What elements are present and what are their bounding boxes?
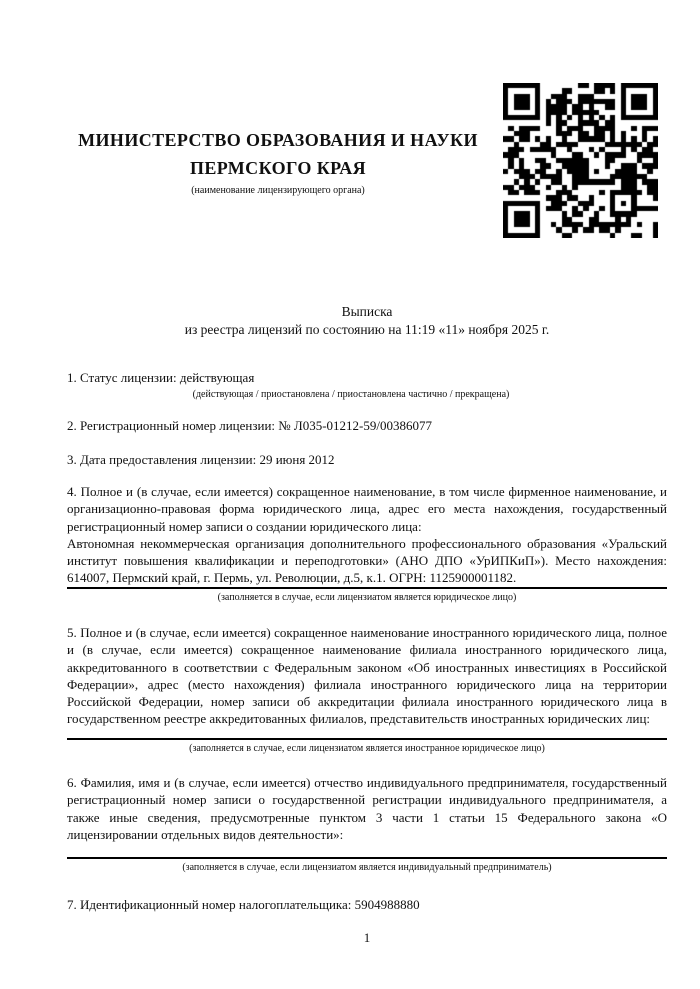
fill-in-line <box>67 857 667 859</box>
entrepreneur-label: 6. Фамилия, имя и (в случае, если имеется) отчество индивидуального предпринимателя, государственный регистрационный номер записи о государственной регистрации индивидуального предпринимателя, а также иные сведения, предусмотренные пунктом 3 части 1 статьи 15 Федерального закона «О лицензировании отдельных видов деятельности»: <box>67 775 667 842</box>
legal-entity-caption: (заполняется в случае, если лицензиатом является юридическое лицо) <box>217 591 517 603</box>
registration-number-text: 2. Регистрационный номер лицензии: № Л035-01212-59/00386077 <box>67 418 433 433</box>
fill-in-line <box>67 738 667 740</box>
section-license-status <box>67 369 667 401</box>
foreign-entity-label: 5. Полное и (в случае, если имеется) сокращенное наименование иностранного юридического лица, полное и (в случае, если имеется) сокращенное наименование филиала иностранного юридического лица, аккредитованного в соответствии с Федеральным законом «Об иностранных инвестициях в Российской Федерации», адрес (место нахождения) филиала иностранного юридического лица на территории Российской Федерации, номер записи об аккредитации филиала иностранного юридического лица в государственном реестре аккредитованных филиалов, представительств иностранных юридических лиц: <box>67 625 667 727</box>
ministry-caption: (наименование лицензирующего органа) <box>191 185 365 196</box>
document-subtitle: из реестра лицензий по состоянию на 11:19 «11» ноября 2025 г. <box>184 321 550 337</box>
page-number: 1 <box>363 930 371 945</box>
section-legal-entity <box>67 483 667 604</box>
fill-in-line <box>67 587 667 589</box>
section-registration-number <box>67 417 667 434</box>
section-individual-entrepreneur <box>67 774 667 874</box>
qr-code-icon <box>503 83 658 238</box>
legal-entity-value: Автономная некоммерческая организация дополнительного профессионального образования «Уральский институт повышения квалификации и переподготовки» (АНО ДПО «УрИПКиП»). Место нахождения: 614007, Пермский край, г. Пермь, ул. Революции, д.5, к.1. ОГРН: 1125900001182. <box>67 535 667 586</box>
license-status-options-caption: (действующая / приостановлена / приостановлена частично / прекращена) <box>192 389 510 401</box>
document-title-block <box>67 303 667 338</box>
document-title: Выписка <box>341 304 393 319</box>
section-taxpayer-number <box>67 896 667 913</box>
license-status-text: 1. Статус лицензии: действующая <box>67 370 255 385</box>
ministry-name-line1: МИНИСТЕРСТВО ОБРАЗОВАНИЯ И НАУКИ <box>78 130 478 150</box>
grant-date-text: 3. Дата предоставления лицензии: 29 июня 2012 <box>67 452 335 467</box>
section-foreign-entity <box>67 624 667 755</box>
ministry-header <box>67 126 489 197</box>
legal-entity-label: 4. Полное и (в случае, если имеется) сокращенное наименование, в том числе фирменное наименование, и организационно-правовая форма юридического лица, адрес его места нахождения, государственный регистрационный номер записи о создании юридического лица: <box>67 484 667 534</box>
taxpayer-number-text: 7. Идентификационный номер налогоплательщика: 5904988880 <box>67 897 420 912</box>
ministry-name-line2: ПЕРМСКОГО КРАЯ <box>189 158 367 178</box>
entrepreneur-caption: (заполняется в случае, если лицензиатом является индивидуальный предприниматель) <box>182 862 552 874</box>
foreign-entity-caption: (заполняется в случае, если лицензиатом является иностранное юридическое лицо) <box>189 742 545 754</box>
section-grant-date <box>67 451 667 468</box>
